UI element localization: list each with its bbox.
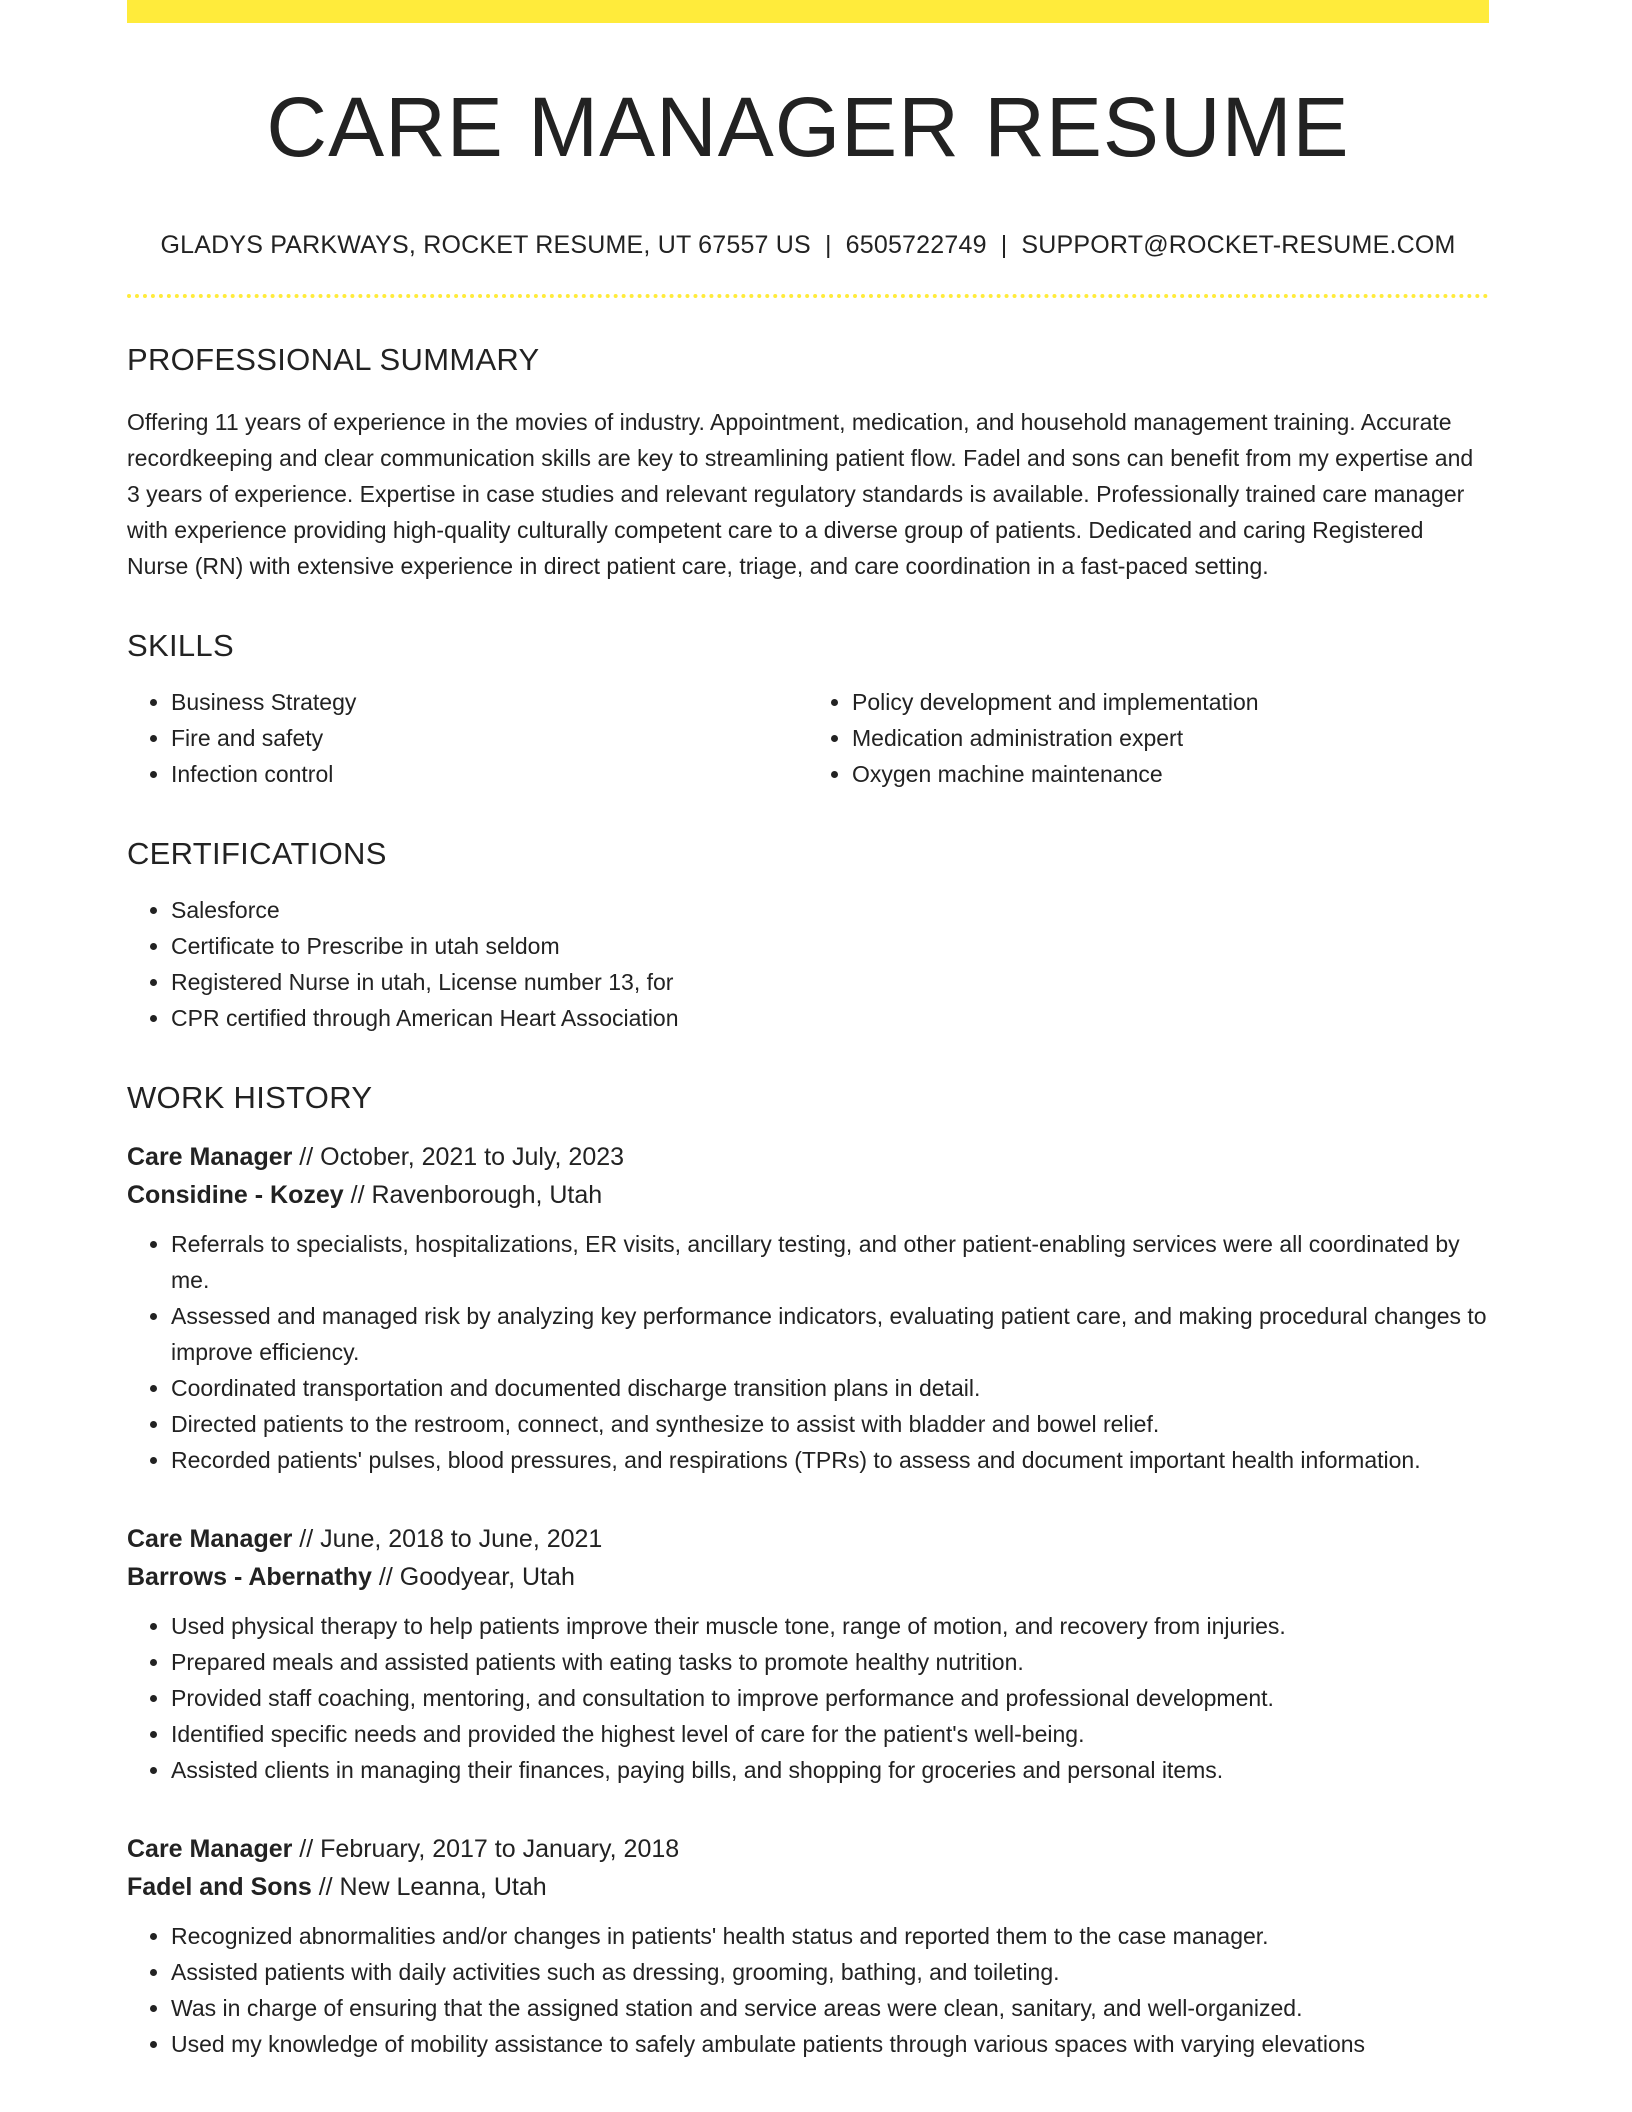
job-bullet: • Recorded patients' pulses, blood pressures, and respirations (TPRs) to assess and document important health information. <box>171 1442 1489 1478</box>
certification-item: • Registered Nurse in utah, License number 13, for <box>171 964 1489 1000</box>
job-location: // Ravenborough, Utah <box>343 1181 603 1210</box>
contact-separator: | <box>824 231 832 260</box>
skills-list-right <box>808 684 1489 792</box>
contact-email[interactable]: SUPPORT@ROCKET-RESUME.COM <box>1021 231 1456 260</box>
job-dates: // June, 2018 to June, 2021 <box>292 1525 603 1554</box>
contact-phone: 6505722749 <box>845 231 987 260</box>
skill-item: • Policy development and implementation <box>852 684 1489 720</box>
job-bullet: • Directed patients to the restroom, connect, and synthesize to assist with bladder and bowel relief. <box>171 1406 1489 1442</box>
skills-list-left <box>127 684 808 792</box>
certification-item: • CPR certified through American Heart Association <box>171 1000 1489 1036</box>
job-location: // Goodyear, Utah <box>371 1563 575 1592</box>
certification-item: • Salesforce <box>171 892 1489 928</box>
certifications-list <box>127 892 1489 1036</box>
skill-item: • Fire and safety <box>171 720 808 756</box>
skill-item: • Business Strategy <box>171 684 808 720</box>
job-title: Care Manager <box>127 1525 293 1554</box>
job-bullet: • Assisted patients with daily activities such as dressing, grooming, bathing, and toileting. <box>171 1954 1489 1990</box>
job-bullet: • Assessed and managed risk by analyzing key performance indicators, evaluating patient care, and making procedural changes to improve efficiency. <box>171 1298 1489 1370</box>
job-title: Care Manager <box>127 1835 293 1864</box>
job-bullet: • Used physical therapy to help patients improve their muscle tone, range of motion, and recovery from injuries. <box>171 1608 1489 1644</box>
job-title-line <box>127 1520 1489 1558</box>
job-dates: // October, 2021 to July, 2023 <box>292 1143 625 1172</box>
skill-item: • Oxygen machine maintenance <box>852 756 1489 792</box>
job-company: Barrows - Abernathy <box>127 1563 372 1592</box>
contact-line <box>127 231 1489 260</box>
job-bullet: • Used my knowledge of mobility assistance to safely ambulate patients through various spaces with varying elevations <box>171 2026 1489 2062</box>
job-bullets <box>127 1918 1489 2062</box>
job-company: Considine - Kozey <box>127 1181 344 1210</box>
summary-heading: PROFESSIONAL SUMMARY <box>127 342 540 378</box>
job-bullet: • Identified specific needs and provided the highest level of care for the patient's well-being. <box>171 1716 1489 1752</box>
work-history-heading: WORK HISTORY <box>127 1080 373 1116</box>
summary-text: Offering 11 years of experience in the movies of industry. Appointment, medication, and household management training. Accurate recordkeeping and clear communication skills are key to streamlining patient flow. Fadel and sons can benefit from my expertise and 3 years of experience. Expertise in case studies and relevant regulatory standards is available. Professionally trained care manager with experience providing high-quality culturally competent care to a diverse group of patients. Dedicated and caring Registered Nurse (RN) with extensive experience in direct patient care, triage, and care coordination in a fast-paced setting. <box>127 409 1474 580</box>
job-company-line <box>127 1558 1489 1596</box>
skill-item: • Infection control <box>171 756 808 792</box>
job-bullet: • Prepared meals and assisted patients with eating tasks to promote healthy nutrition. <box>171 1644 1489 1680</box>
dotted-divider <box>127 294 1489 298</box>
job-company-line <box>127 1868 1489 1906</box>
resume-title: CARE MANAGER RESUME <box>266 80 1350 174</box>
accent-top-bar <box>127 0 1489 23</box>
job-bullets <box>127 1608 1489 1788</box>
job-bullet: • Provided staff coaching, mentoring, and consultation to improve performance and professional development. <box>171 1680 1489 1716</box>
job-bullets <box>127 1226 1489 1478</box>
skill-item: • Medication administration expert <box>852 720 1489 756</box>
job-company: Fadel and Sons <box>127 1873 312 1902</box>
certification-item: • Certificate to Prescribe in utah seldom <box>171 928 1489 964</box>
job-title-line <box>127 1138 1489 1176</box>
job-company-line <box>127 1176 1489 1214</box>
skills-heading: SKILLS <box>127 628 234 664</box>
contact-address: GLADYS PARKWAYS, ROCKET RESUME, UT 67557 US <box>160 231 811 260</box>
job-entry <box>127 1138 1489 1478</box>
job-bullet: • Recognized abnormalities and/or changes in patients' health status and reported them to the case manager. <box>171 1918 1489 1954</box>
certifications-heading: CERTIFICATIONS <box>127 836 387 872</box>
job-entry <box>127 1520 1489 1788</box>
job-entry <box>127 1830 1489 2062</box>
job-title: Care Manager <box>127 1143 293 1172</box>
job-bullet: • Referrals to specialists, hospitalizations, ER visits, ancillary testing, and other patient-enabling services were all coordinated by me. <box>171 1226 1489 1298</box>
contact-separator: | <box>1000 231 1008 260</box>
job-bullet: • Assisted clients in managing their finances, paying bills, and shopping for groceries and personal items. <box>171 1752 1489 1788</box>
job-bullet: • Was in charge of ensuring that the assigned station and service areas were clean, sanitary, and well-organized. <box>171 1990 1489 2026</box>
job-location: // New Leanna, Utah <box>311 1873 547 1902</box>
job-bullet: • Coordinated transportation and documented discharge transition plans in detail. <box>171 1370 1489 1406</box>
job-dates: // February, 2017 to January, 2018 <box>292 1835 680 1864</box>
job-title-line <box>127 1830 1489 1868</box>
skills-columns <box>127 684 1489 792</box>
resume-page <box>127 0 1489 2062</box>
